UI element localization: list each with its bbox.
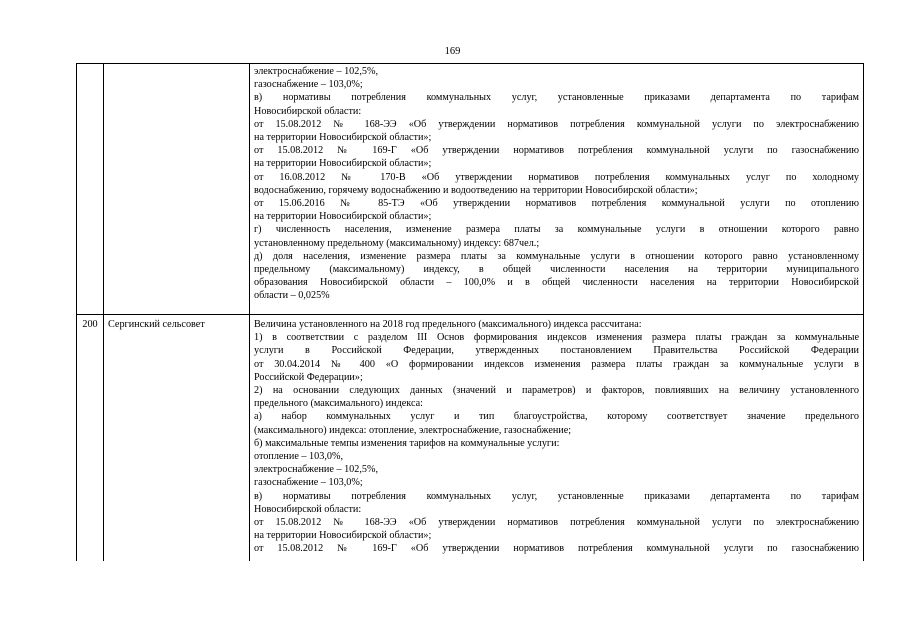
text-line: отопление – 103,0%, xyxy=(254,451,343,463)
text-line: области – 0,025% xyxy=(254,290,330,302)
table-row xyxy=(77,64,864,315)
text-line: водоснабжению, горячему водоснабжению и водоотведению на территории Новосибирской области»; xyxy=(254,184,698,196)
text-line: от 16.08.2012 № 170-В «Об утверждении нормативов потребления коммунальных услуг по холодному xyxy=(254,171,859,183)
text-line: 1) в соответствии с разделом III Основ формирования индексов изменения размера платы граждан за коммунальные xyxy=(254,332,859,344)
text-line: Величина установленного на 2018 год предельного (максимального) индекса рассчитана: xyxy=(254,319,642,330)
index-description-cell xyxy=(250,315,864,562)
text-line: от 15.08.2012 № 168-ЭЭ «Об утверждении нормативов потребления коммунальной услуги по электроснабжению xyxy=(254,118,859,130)
text-line: а) набор коммунальных услуг и тип благоустройства, которому соответствует значение предельного xyxy=(254,411,859,423)
text-line: Российской Федерации»; xyxy=(254,371,363,383)
municipality-name-cell: Сергинский сельсовет xyxy=(104,315,250,562)
text-line: от 30.04.2014 № 400 «О формировании индексов изменения размера платы граждан за коммунальные услуги в xyxy=(254,358,859,370)
text-line: на территории Новосибирской области»; xyxy=(254,530,432,542)
text-line: предельному (максимальному) индексу, в общей численности населения на территории муниципального xyxy=(254,264,859,276)
row-number-cell: 200 xyxy=(77,315,104,562)
text-line: предельного (максимального) индекса: xyxy=(254,398,423,410)
row-number-cell xyxy=(77,64,104,315)
text-line: б) максимальные темпы изменения тарифов на коммунальные услуги: xyxy=(254,437,560,449)
text-line: на территории Новосибирской области»; xyxy=(254,211,432,223)
text-line: газоснабжение – 103,0%; xyxy=(254,477,363,489)
text-line: в) нормативы потребления коммунальных услуг, установленные приказами департамента по тарифам xyxy=(254,490,859,502)
text-line: услуги в Российской Федерации, утвержденных постановлением Правительства Российской Федерации xyxy=(254,345,859,357)
page-number: 169 xyxy=(444,46,461,57)
text-line: установленному предельному (максимальному) индексу: 687чел.; xyxy=(254,237,540,249)
text-line: на территории Новосибирской области»; xyxy=(254,132,432,144)
text-line: от 15.08.2012 № 169-Г «Об утверждении нормативов потребления коммунальной услуги по газоснабжению xyxy=(254,543,859,555)
text-line: от 15.06.2016 № 85-ТЭ «Об утверждении нормативов потребления коммунальной услуги по отоплению xyxy=(254,198,859,210)
index-description-cell xyxy=(250,64,864,315)
text-line: на территории Новосибирской области»; xyxy=(254,158,432,170)
text-line: от 15.08.2012 № 169-Г «Об утверждении нормативов потребления коммунальной услуги по газоснабжению xyxy=(254,145,859,157)
text-line: г) численность населения, изменение размера платы за коммунальные услуги в отношении которого равно xyxy=(254,224,859,236)
municipal-index-table xyxy=(76,63,864,561)
text-line: Новосибирской области: xyxy=(254,503,362,515)
municipality-name-cell xyxy=(104,64,250,315)
text-line: от 15.08.2012 № 168-ЭЭ «Об утверждении нормативов потребления коммунальной услуги по электроснабжению xyxy=(254,517,859,529)
text-line: электроснабжение – 102,5%, xyxy=(254,464,379,476)
text-line: газоснабжение – 103,0%; xyxy=(254,79,363,91)
text-line: Новосибирской области: xyxy=(254,105,362,117)
text-line: электроснабжение – 102,5%, xyxy=(254,66,379,77)
text-line: (максимального) индекса: отопление, электроснабжение, газоснабжение; xyxy=(254,424,572,436)
text-line: образования Новосибирской области – 100,0% и в общей численности населения на территории Новосибирской xyxy=(254,277,859,289)
text-line: 2) на основании следующих данных (значений и параметров) и факторов, повлиявших на величину установленного xyxy=(254,385,859,397)
text-line: в) нормативы потребления коммунальных услуг, установленные приказами департамента по тарифам xyxy=(254,92,859,104)
table-row xyxy=(77,315,864,562)
text-line: д) доля населения, изменение размера платы за коммунальные услуги в отношении которого равно установленному xyxy=(254,250,859,262)
